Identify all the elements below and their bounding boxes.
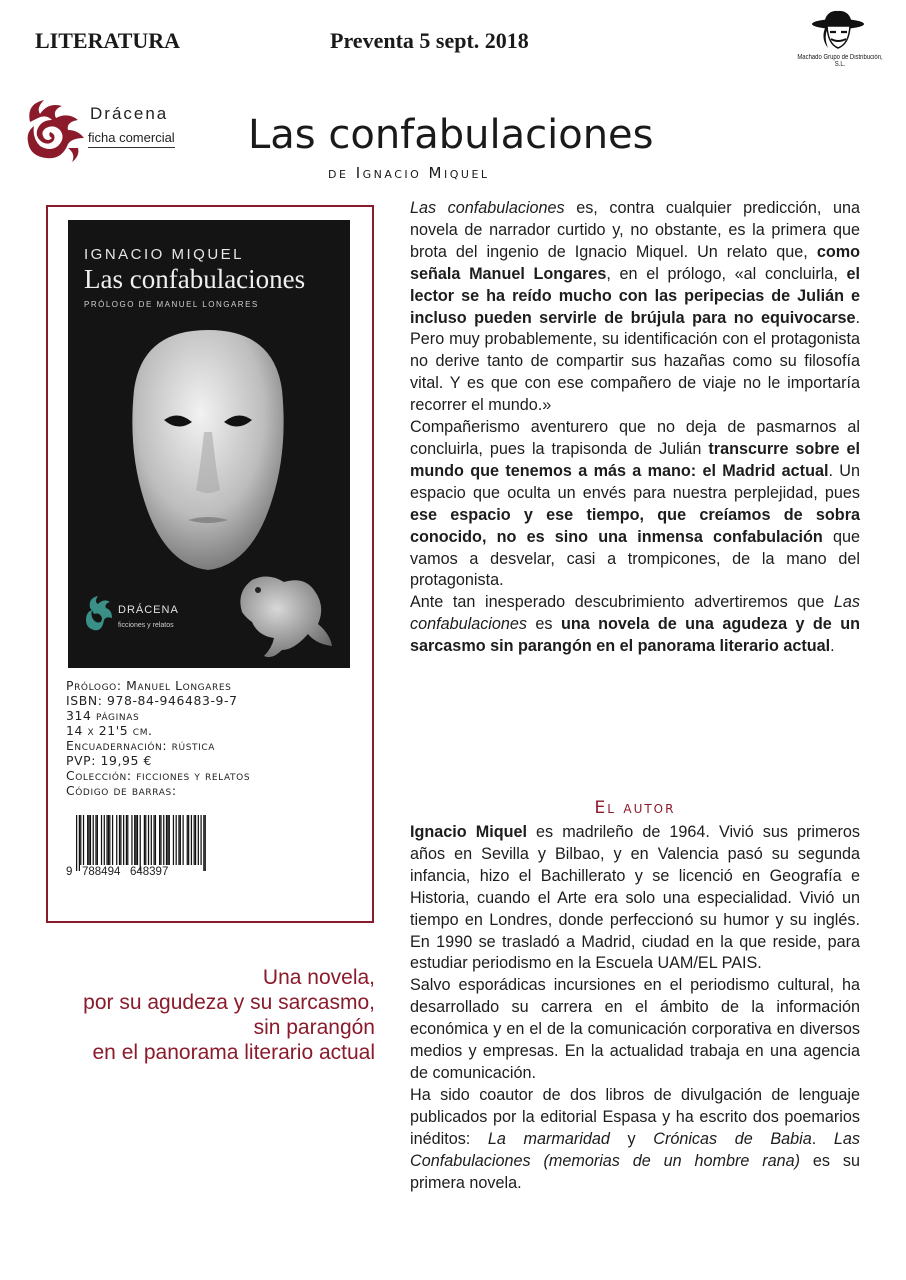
text-run: , en el prólogo, «al concluirla, [606,264,847,283]
barcode-number [66,866,168,878]
barcode-digits-middle: 788494 [82,866,121,878]
bold-text: Ignacio Miquel [410,823,527,841]
barcode-bar [123,815,124,865]
barcode-bar [104,815,105,865]
barcode-bar [126,815,127,865]
author-section-heading: El autor [594,798,676,818]
bold-text: ese espacio y ese tiempo, que creíamos de sobra conocido, no es sino una inmensa confabulación [410,505,860,546]
barcode-bar [203,815,204,871]
barcode-bar [106,815,107,865]
spec-prologue: Prólogo: Manuel Longares [66,678,232,693]
barcode-bar [95,815,96,865]
barcode-bar [127,815,128,865]
cover-prologue: PRÓLOGO DE MANUEL LONGARES [84,300,259,309]
italic-text: Las confabulaciones [410,199,565,217]
barcode-bar [116,815,117,865]
barcode-bar [145,815,146,865]
italic-text: La marmaridad [487,1129,610,1148]
dracena-cover-logo-icon [84,594,114,634]
barcode-bar [108,815,109,865]
text-run: Ante tan inesperado descubrimiento advertiremos que [410,593,834,612]
spec-price: PVP: 19,95 € [66,753,153,768]
barcode-bar [187,815,188,865]
author-bio [410,822,860,1194]
barcode-bar [155,815,156,865]
italic-text: Las Confabulaciones (memorias de un hombre rana) [410,1129,860,1170]
barcode-digits-last: 648397 [129,866,169,878]
barcode-bar [169,815,170,865]
spec-size: 14 x 21'5 cm. [66,723,153,738]
barcode-bar [109,815,110,865]
spec-collection: Colección: ficciones y relatos [66,768,251,783]
text-run: . Pero muy probablemente, su identificación con el protagonista no derive tanto de compartir sus hazañas como su filosofía vital. Y es que con ese compañero de viaje no le importaría recorrer el mundo.» [410,308,860,415]
spec-isbn: ISBN: 978-84-946483-9-7 [66,693,238,708]
barcode-bar [88,815,89,865]
barcode-bar [83,815,84,865]
barcode-bar [119,815,120,865]
book-title: Las confabulaciones [248,112,654,158]
book-cover [68,220,350,668]
barcode-bar [153,815,154,865]
text-run: es, contra cualquier predicción, una novela de narrador curtido y, no obstante, es la primera que brota del ingenio de Ignacio Miquel. Un relato que, [410,199,860,261]
publisher-subtitle: ficha comercial [88,130,175,148]
publisher-name: Drácena [90,104,169,123]
barcode-bar [134,815,135,865]
tagline-line: por su agudeza y su sarcasmo, [83,991,375,1014]
bio-paragraph [410,975,860,1085]
synopsis-paragraph [410,198,860,417]
spec-pages: 314 páginas [66,708,140,723]
barcode-bar [148,815,149,865]
distributor-name: Machado Grupo de Distribución, S.L. [797,54,883,68]
text-run: es [527,615,561,634]
text-run: Ha sido coautor de dos libros de divulgación de lenguaje publicados por la editorial Espasa y ha escrito dos poemarios inéditos: [410,1085,860,1148]
barcode-bar [101,815,102,865]
text-run: Compañerismo aventurero que no deja de pasmarnos al concluirla, pues la trapisonda de Julián [410,418,860,458]
tagline-line: sin parangón [253,1016,375,1039]
barcode-bar [194,815,195,865]
barcode-bar [178,815,179,865]
barcode-bar [173,815,174,865]
barcode-bar [79,815,80,871]
text-run: es su primera novela. [410,1151,860,1192]
synopsis-paragraph [410,417,860,592]
tagline-line: Una novela, [262,966,375,989]
barcode-bar [200,815,201,865]
tagline-line: en el panorama literario actual [92,1041,375,1064]
barcode-bar [135,815,136,865]
bold-text: una novela de una agudeza y de un sarcasmo sin parangón en el panorama literario actual [410,615,861,656]
barcode-bar [90,815,91,865]
text-run: es madrileño de 1964. Vivió sus primeros años en Sevilla y Bilbao, y en Valencia pasó su segunda infancia, hizo el Bachillerato y se licenció en Geografía e Historia, cuando el Arte era solo una especialidad. Vivió un tiempo en Londres, donde perfeccionó su humor y su inglés. En 1990 se trasladó a Madrid, ciudad en la que reside, para estudiar periodismo en la Escuela UAM/EL PAIS. [410,823,861,973]
barcode-bar [191,815,192,865]
barcode-bar [160,815,161,865]
barcode-bar [159,815,160,865]
italic-text: Las confabulaciones [410,593,860,634]
cover-title: Las confabulaciones [84,264,306,294]
barcode-bar [205,815,206,871]
barcode-digit-first: 9 [66,866,73,878]
barcode-bar [144,815,145,865]
barcode-bar [163,815,164,865]
cover-publisher: DRÁCENA [118,604,179,616]
barcode-bar [167,815,168,865]
text-run: y [609,1129,654,1148]
barcode-bar [188,815,189,865]
barcode-bar [97,815,98,865]
bio-paragraph [410,822,860,975]
cover-author: IGNACIO MIQUEL [84,246,245,263]
barcode-bar [93,815,94,865]
italic-text: Crónicas de Babia [653,1129,812,1148]
barcode-bar [180,815,181,865]
text-run: . Un espacio que oculta un envés para nuestra perplejidad, pues [410,461,860,502]
barcode-bar [137,815,138,865]
specs-list [66,678,250,798]
bio-paragraph [410,1085,860,1195]
book-author: de Ignacio Miquel [328,164,490,182]
text-run: que vamos a desvelar, casi a trompicones, de la mano del protagonista. [410,527,860,590]
barcode-bar [80,815,81,865]
barcode-bar [176,815,177,865]
dracena-dragon-icon [22,92,92,166]
spec-binding: Encuadernación: rústica [66,738,216,753]
bold-text: como señala Manuel Longares [410,242,860,283]
barcode-bar [166,815,167,865]
text-run: . [830,637,835,656]
barcode-bar [120,815,121,865]
barcode-bar [195,815,196,865]
barcode-bar [112,815,113,865]
barcode-bar [182,815,183,865]
section-label: LITERATURA [35,28,181,53]
presale-date: Preventa 5 sept. 2018 [330,28,529,53]
barcode-bar [151,815,152,865]
spec-barcode-label: Código de barras: [66,783,177,798]
text-run: Salvo esporádicas incursiones en el periodismo cultural, ha desarrollado su carrera en el ámbito de la información económica y en el de la comunicación corporativa en diversos medios y empresas. En la actualidad trabaja en una agencia de comunicación. [410,976,860,1082]
barcode-bar [198,815,199,865]
bold-text: el lector se ha reído mucho con las peripecias de Julián e incluso pueden servirle de brújula para no equivocarse [410,264,861,327]
barcode-bar [87,815,88,865]
distributor-logo [797,8,883,68]
cover-collection: ficciones y relatos [118,622,174,629]
tagline [20,965,375,1065]
bold-text: transcurre sobre el mundo que tenemos a más a mano: el Madrid actual [410,439,860,480]
hat-man-icon [800,8,880,56]
barcode-image [76,815,206,871]
synopsis [410,198,860,658]
barcode-bar [76,815,77,871]
barcode-bar [140,815,141,871]
barcode-bar [131,815,132,865]
synopsis-paragraph [410,592,860,658]
text-run: . [811,1129,834,1148]
